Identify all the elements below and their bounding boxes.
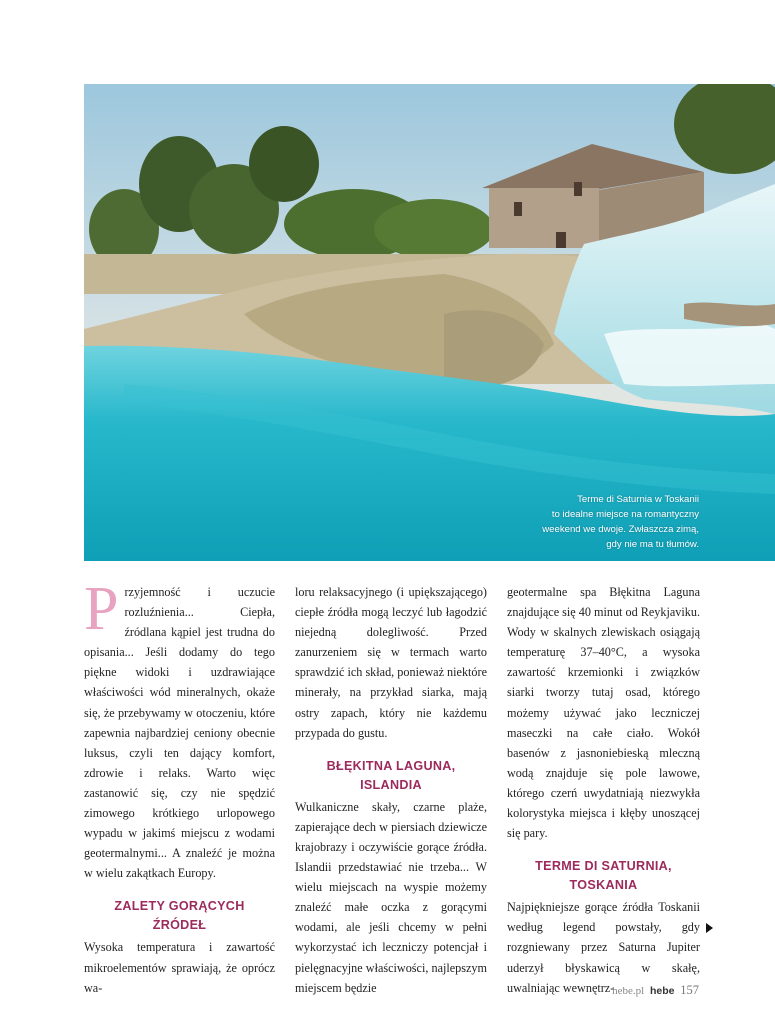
continue-arrow-icon (706, 923, 713, 933)
blue-lagoon-paragraph: Wulkaniczne skały, czarne plaże, zapierające dech w piersiach dziewicze krajobrazy i oczywiście gorące źródła. Islandii przedstawiać nie trzeba... W wielu miejscach na wyspie możemy znaleźć małe oczka z gorącymi wodami, ale jeśli chcemy w pełni wykorzystać ich leczniczy potencjał i pielęgnacyjne właściwości, najlepszym miejscem będzie (295, 799, 487, 995)
section-heading-saturnia (507, 843, 700, 897)
column-3 (507, 582, 700, 998)
caption-line: weekend we dwoje. Zwłaszcza zimą, (542, 524, 699, 535)
section-heading-benefits (84, 883, 275, 937)
benefits-paragraph: Wysoka temperatura i zawartość mikroelementów sprawiają, że oprócz wa- (84, 940, 275, 995)
photo-caption (479, 492, 699, 552)
heading-line: BŁĘKITNA LAGUNA, (326, 758, 456, 773)
page-number: 157 (680, 983, 699, 997)
column-2 (295, 582, 487, 998)
caption-line: gdy nie ma tu tłumów. (606, 539, 699, 550)
hero-photo (84, 84, 775, 561)
page-footer (612, 983, 699, 998)
saturnia-paragraph: Najpiękniejsze gorące źródła Toskanii według legend powstały, gdy rozgniewany przez Saturna Jupiter uderzył błyskawicą w skałę, uwalniając wewnętrz- (507, 900, 700, 995)
drop-cap: P (84, 575, 119, 643)
footer-brand-logo: hebe (649, 985, 675, 997)
heading-line: ZALETY GORĄCYCH (114, 899, 245, 914)
benefits-continued-paragraph: loru relaksacyjnego (i upiększającego) ciepłe źródła mogą leczyć lub łagodzić niejedną dolegliwość. Przed zanurzeniem się w termach warto sprawdzić ich skład, ponieważ niektóre minerały, na przykład siarka, mają ostry zapach, który nie każdemu przypada do gustu. (295, 585, 487, 740)
heading-line: ISLANDIA (360, 777, 422, 792)
column-1 (84, 575, 275, 998)
section-heading-blue-lagoon (295, 743, 487, 797)
caption-line: Terme di Saturnia w Toskanii (577, 494, 699, 505)
footer-site: hebe.pl (612, 985, 645, 997)
heading-line: TERME DI SATURNIA, (535, 859, 672, 874)
blue-lagoon-continued-paragraph: geotermalne spa Błękitna Laguna znajdujące się 40 minut od Reykjaviku. Wody w skalnych zlewiskach osiągają temperaturę 37–40°C, a wysoka zawartość krzemionki i związków siarki tworzy tutaj osad, którego możemy używać jako leczniczej maseczki na całe ciało. Wokół basenów z jasnoniebieską mleczną wodą znajduje się pole lawowe, którego czerń uwydatniają niezwykła kolorystyka miejsca i kłęby unoszącej się pary. (507, 585, 700, 841)
intro-paragraph (84, 575, 275, 883)
intro-text: rzyjemność i uczucie rozluźnienia... Ciepła, źródlana kąpiel jest trudna do opisania... Jeśli dodamy do tego piękne widoki i uzdrawiające właściwości wód mineralnych, okaże się, że przebywamy w otoczeniu, które zapewnia najbardziej ceniony obecnie luksus, czyli ten dający komfort, zdrowie i relaks. Warto więc zastanowić się, czy nie spędzić zimowego krótkiego urlopowego wypadu w jakimś miejscu z wodami geotermalnymi... A znaleźć je można w wielu zakątkach Europy. (84, 585, 275, 881)
landscape-illustration (84, 84, 775, 561)
heading-line: ŹRÓDEŁ (152, 918, 207, 933)
caption-line: to idealne miejsce na romantyczny (551, 509, 699, 520)
heading-line: TOSKANIA (569, 878, 638, 893)
